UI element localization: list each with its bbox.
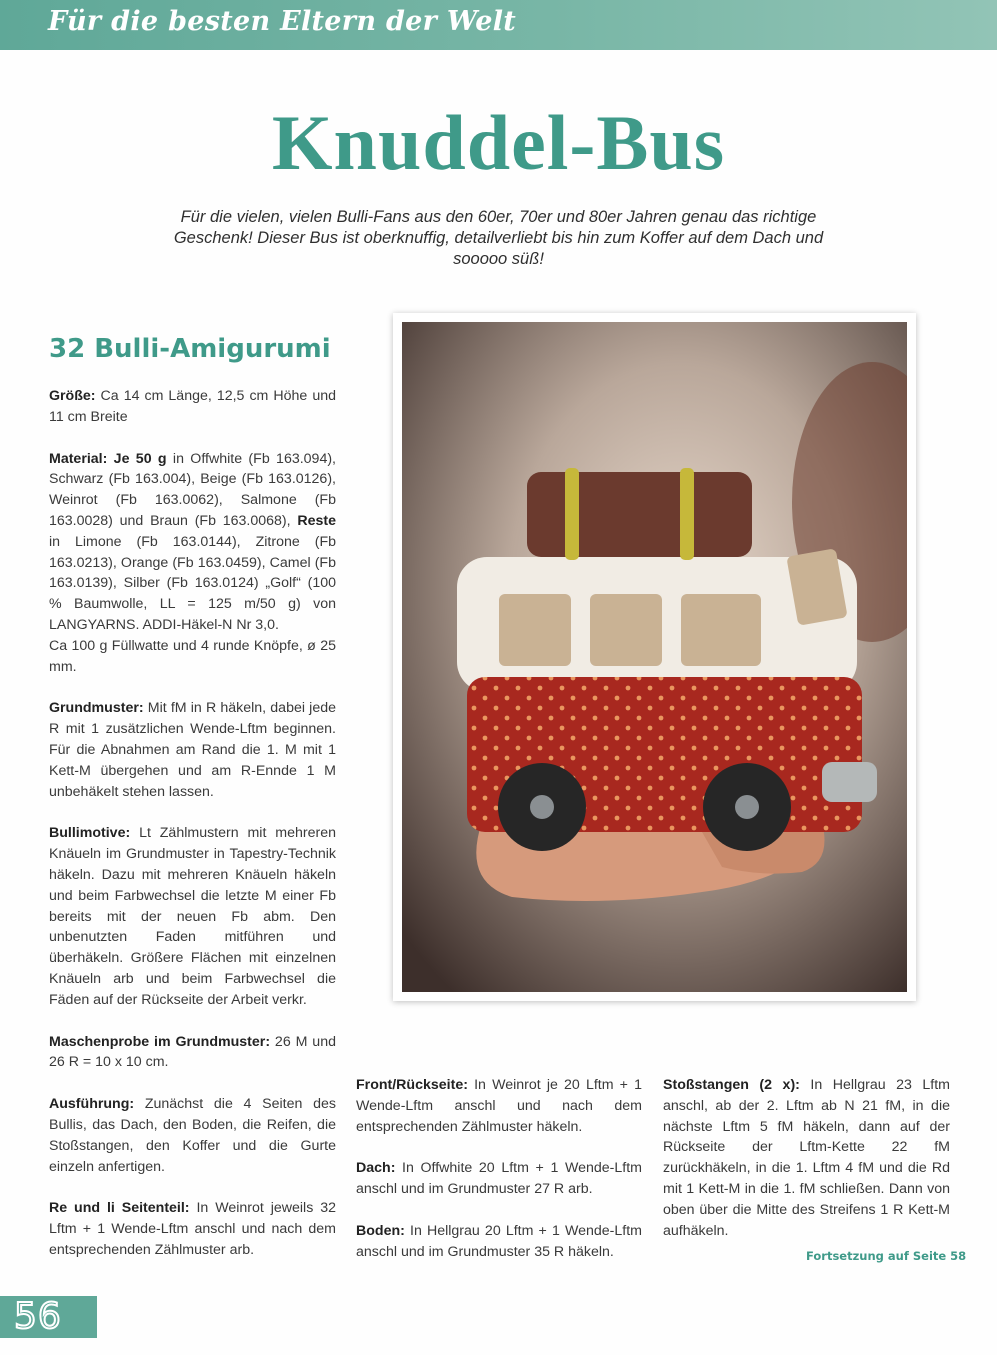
label-dach: Dach: — [356, 1160, 396, 1177]
material-reste: Reste — [297, 512, 336, 529]
label-front: Front/Rückseite: — [356, 1077, 468, 1093]
instructions-column-2 — [356, 1075, 642, 1284]
bus-window — [590, 594, 662, 666]
paragraph-grundmuster — [49, 698, 336, 802]
material-text-1: in Offwhite (Fb 163.094), Schwarz (Fb 163.004), Beige (Fb 163.0126), Weinrot (Fb 163.0062), Salmone (Fb 163.0028) und Braun (Fb 163.0068), — [49, 450, 336, 529]
crocheted-bus-illustration — [402, 322, 907, 992]
instructions-column-3 — [663, 1075, 950, 1262]
suitcase-strap — [680, 468, 694, 560]
wheel-hub — [735, 795, 759, 819]
paragraph-material — [49, 449, 336, 636]
paragraph-seitenteil — [49, 1198, 336, 1260]
paragraph-front — [356, 1075, 642, 1137]
text-ausfuehrung: Zunächst die 4 Seiten des Bullis, das Dach, den Boden, die Reifen, die Stoßstangen, den Koffer und die Gurte einzeln anfertigen. — [49, 1096, 336, 1175]
paragraph-material-extra: Ca 100 g Füllwatte und 4 runde Knöpfe, ø 25 mm. — [49, 637, 336, 675]
section-heading: 32 Bulli-Amigurumi — [49, 334, 331, 364]
material-amount: Je 50 g — [107, 450, 167, 467]
paragraph-ausfuehrung — [49, 1094, 336, 1177]
paragraph-stossstangen — [663, 1075, 950, 1241]
label-bullimotive: Bullimotive: — [49, 825, 131, 842]
material-text-2: in Limone (Fb 163.0144), Zitrone (Fb 163.0213), Orange (Fb 163.0459), Camel (Fb 163.0139), Silber (Fb 163.0124) „Golf“ (100 % Baumwolle, LL = 125 m/50 g) von LANGYARNS. ADDI-Häkel-N Nr 3,0. — [49, 533, 336, 633]
bus-window — [681, 594, 761, 666]
continuation-link[interactable]: Fortsetzung auf Seite 58 — [806, 1249, 967, 1263]
text-boden: In Hellgrau 20 Lftm + 1 Wende-Lftm anschl und im Grundmuster 35 R häkeln. — [356, 1222, 642, 1260]
text-maschenprobe: 26 M und 26 R = 10 x 10 cm. — [49, 1033, 336, 1071]
intro-text: Für die vielen, vielen Bulli-Fans aus den 60er, 70er und 80er Jahren genau das richtige Geschenk! Dieser Bus ist oberknuffig, detailverliebt bis hin zum Koffer auf dem Dach und sooooo süß! — [173, 208, 824, 268]
text-stossstangen: In Hellgrau 23 Lftm anschl, ab der 2. Lftm ab N 21 fM, in die nächste Lftm 5 fM häkeln, dann auf der Rückseite der Lftm-Kette 22 fM zurückhäkeln, in die 1. Lftm 4 fM und die Rd mit 1 Kett-M in die 1. fM schließen. Dann von oben über die Mitte des Streifens 1 R Kett-M aufhäkeln. — [663, 1077, 950, 1239]
text-grundmuster: Mit fM in R häkeln, dabei jede R mit 1 zusätzlichen Wende-Lftm beginnen. Für die Abnahmen am Rand die 1. M mit 1 Kett-M übergehen und am R-Ennde 1 M unbehäkelt stehen lassen. — [49, 700, 336, 800]
label-ausfuehrung: Ausführung: — [49, 1096, 135, 1113]
label-maschenprobe: Maschenprobe im Grundmuster: — [49, 1033, 271, 1050]
banner-title: Für die besten Eltern der Welt — [48, 6, 517, 37]
text-bullimotive: Lt Zählmustern mit mehreren Knäueln im Grundmuster in Tapestry-Technik häkeln. Dazu mit mehreren Knäueln häkeln und beim Farbwechsel die letzte M einer Fb bereits mit der neuen Fb abm. Den unbenutzten Faden mitführen und überhäkeln. Größere Flächen mit einzelnen Knäueln arb und beim Farbwechsel die Fäden auf der Rückseite der Arbeit verkr. — [49, 825, 336, 1008]
suitcase — [527, 472, 752, 557]
paragraph-groesse — [49, 386, 336, 428]
text-front: In Weinrot je 20 Lftm + 1 Wende-Lftm anschl und nach dem entsprechenden Zählmuster häkeln. — [356, 1077, 642, 1135]
wheel-hub — [530, 795, 554, 819]
label-stossstangen: Stoßstangen (2 x): — [663, 1077, 800, 1093]
header-banner — [0, 0, 997, 50]
text-groesse: Ca 14 cm Länge, 12,5 cm Höhe und 11 cm Breite — [49, 388, 336, 425]
paragraph-bullimotive — [49, 823, 336, 1010]
suitcase-strap — [565, 468, 579, 560]
label-material: Material: — [49, 450, 108, 467]
paragraph-boden — [356, 1221, 642, 1263]
page-number-badge — [0, 1296, 97, 1338]
paragraph-maschenprobe — [49, 1032, 336, 1074]
paragraph-dach — [356, 1158, 642, 1200]
bus-window — [499, 594, 571, 666]
label-grundmuster: Grundmuster: — [49, 700, 144, 717]
bus-photo — [393, 313, 916, 1001]
label-boden: Boden: — [356, 1222, 405, 1239]
page-title: Knuddel-Bus — [271, 99, 726, 186]
text-seitenteil: In Weinrot jeweils 32 Lftm + 1 Wende-Lftm anschl und nach dem entsprechenden Zählmuster arb. — [49, 1200, 336, 1258]
page-number: 56 — [14, 1296, 62, 1337]
label-seitenteil: Re und li Seitenteil: — [49, 1200, 190, 1217]
instructions-column-1 — [49, 386, 336, 1282]
text-dach: In Offwhite 20 Lftm + 1 Wende-Lftm anschl und im Grundmuster 27 R arb. — [356, 1160, 642, 1198]
bumper — [822, 762, 877, 802]
label-groesse: Größe: — [49, 388, 96, 404]
